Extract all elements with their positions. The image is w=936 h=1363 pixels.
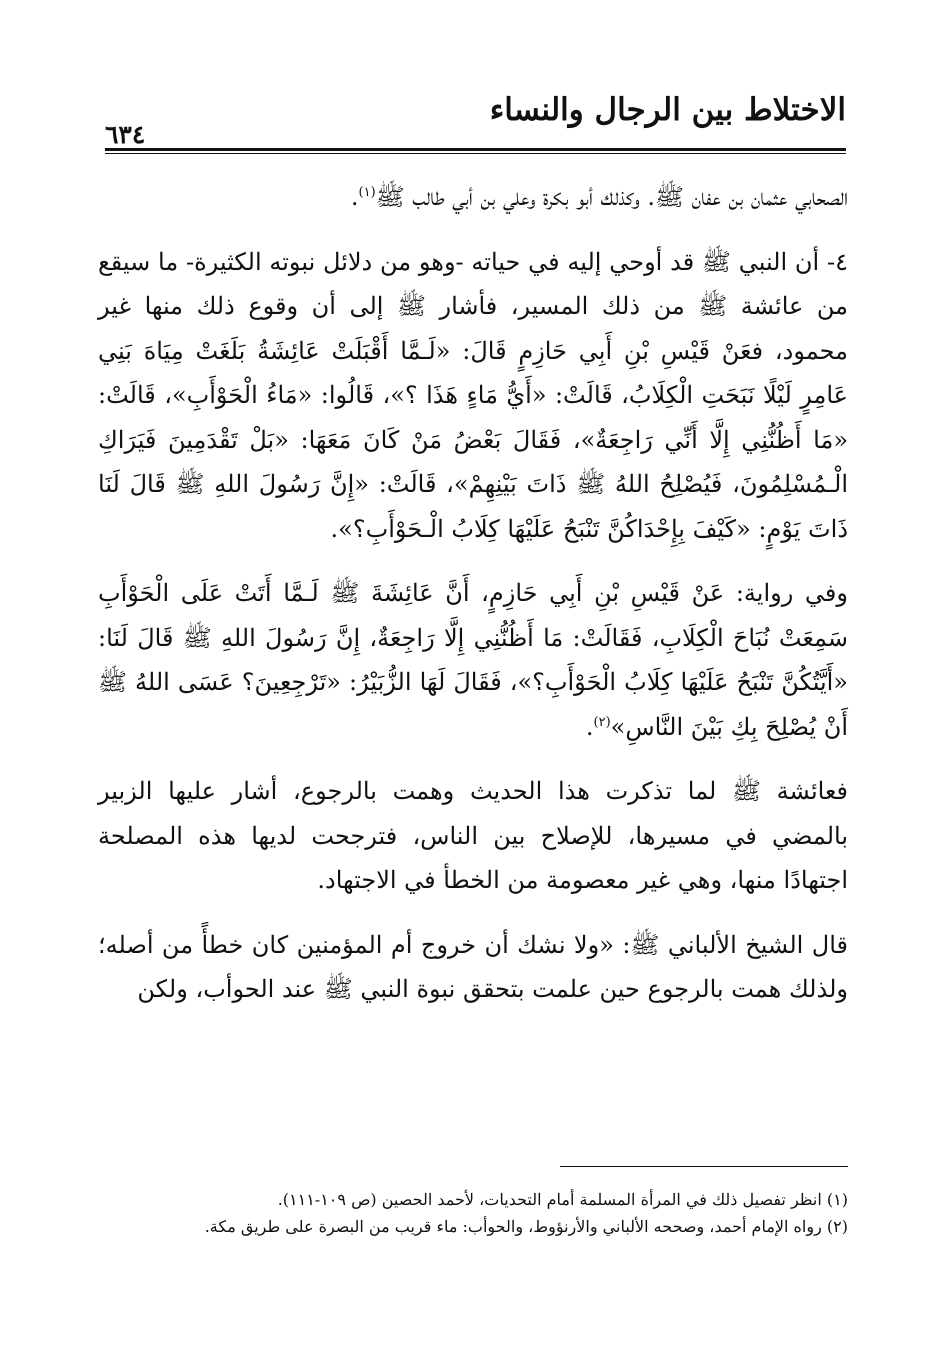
paragraph-4: فعائشة ﷺ لما تذكرت هذا الحديث وهمت بالرجوع، أشار عليها الزبير بالمضي في مسيرها، للإصلاح بين الناس، فترجحت لديها هذه المصلحة اجتهادًا منها، وهي غير معصومة من الخطأ في الاجتهاد. [98,777,848,894]
footnote-1: (١) انظر تفصيل ذلك في المرأة المسلمة أمام التحديات، لأحمد الحصين (ص ١٠٩-١١١). [277,1190,848,1209]
main-text [98,175,848,1012]
page-number: ٦٣٤ [105,120,146,149]
footnote-ref-2: (٢) [593,714,611,730]
footnote-2: (٢) رواه الإمام أحمد، وصححه الألباني والأرنؤوط، والحوأب: ماء قريب من البصرة على طريق مكة. [204,1217,848,1236]
footnote-ref-1: (١) [358,185,376,200]
header-rule [105,148,846,151]
footnote-separator [560,1166,848,1167]
paragraph-3: وفي رواية: عَنْ قَيْسِ بْنِ أَبِي حَازِمٍ، أَنَّ عَائِشَةَ ﷺ لَـمَّا أَتَتْ عَلَى الْحَوْأَبِ سَمِعَتْ نُبَاحَ الْكِلَابِ، فَقَالَتْ: مَا أَظُنُّنِي إِلَّا رَاجِعَةٌ، إِنَّ رَسُولَ اللهِ ﷺ قَالَ لَنَا: «أَيَّتُكُنَّ تَنْبَحُ عَلَيْهَا كِلَابُ الْحَوْأَبِ؟»، فَقَالَ لَهَا الزُّبَيْرُ: «تَرْجِعِينَ؟ عَسَى اللهُ ﷺ أَنْ يُصْلِحَ بِكِ بَيْنَ النَّاسِ»$^{(٢)}$. [98,579,848,741]
paragraph-2: ٤- أن النبي ﷺ قد أوحي إليه في حياته -وهو من دلائل نبوته الكثيرة- ما سيقع من عائشة ﷺ من ذلك المسير، فأشار ﷺ إلى أن وقوع ذلك منها غير محمود، فعَنْ قَيْسِ بْنِ أَبِي حَازِمٍ قَالَ: «لَـمَّا أَقْبَلَتْ عَائِشَةُ بَلَغَتْ مِيَاهَ بَنِي عَامِرٍ لَيْلًا نَبَحَتِ الْكِلَابُ، قَالَتْ: «أَيُّ مَاءٍ هَذَا ؟»، قَالُوا: «مَاءُ الْحَوْأَبِ»، قَالَتْ: «مَا أَظُنُّنِي إِلَّا أَنِّي رَاجِعَةٌ»، فَقَالَ بَعْضُ مَنْ كَانَ مَعَهَا: «بَلْ تَقْدَمِينَ فَيَرَاكِ الْـمُسْلِمُونَ، فَيُصْلِحُ اللهُ ﷺ ذَاتَ بَيْنِهِمْ»، قَالَتْ: «إِنَّ رَسُولَ اللهِ ﷺ قَالَ لَنَا ذَاتَ يَوْمٍ: «كَيْفَ بِإِحْدَاكُنَّ تَنْبَحُ عَلَيْهَا كِلَابُ الْـحَوْأَبِ؟». [98,247,849,543]
paragraph-5: قال الشيخ الألباني ﷺ: «ولا نشك أن خروج أم المؤمنين كان خطأً من أصله؛ ولذلك همت بالرجوع حين علمت بتحقق نبوة النبي ﷺ عند الحوأب، ولكن [98,930,848,1003]
running-header [105,92,846,152]
footnotes [140,1186,848,1240]
header-rule-thin [105,153,846,154]
paragraph-1: الصحابي عثمان بن عفان ﷺ. وكذلك أبو بكرة وعلي بن أبي طالب ﷺ$^{(١)}$. [350,183,848,211]
header-title: الاختلاط بين الرجال والنساء [489,92,846,128]
